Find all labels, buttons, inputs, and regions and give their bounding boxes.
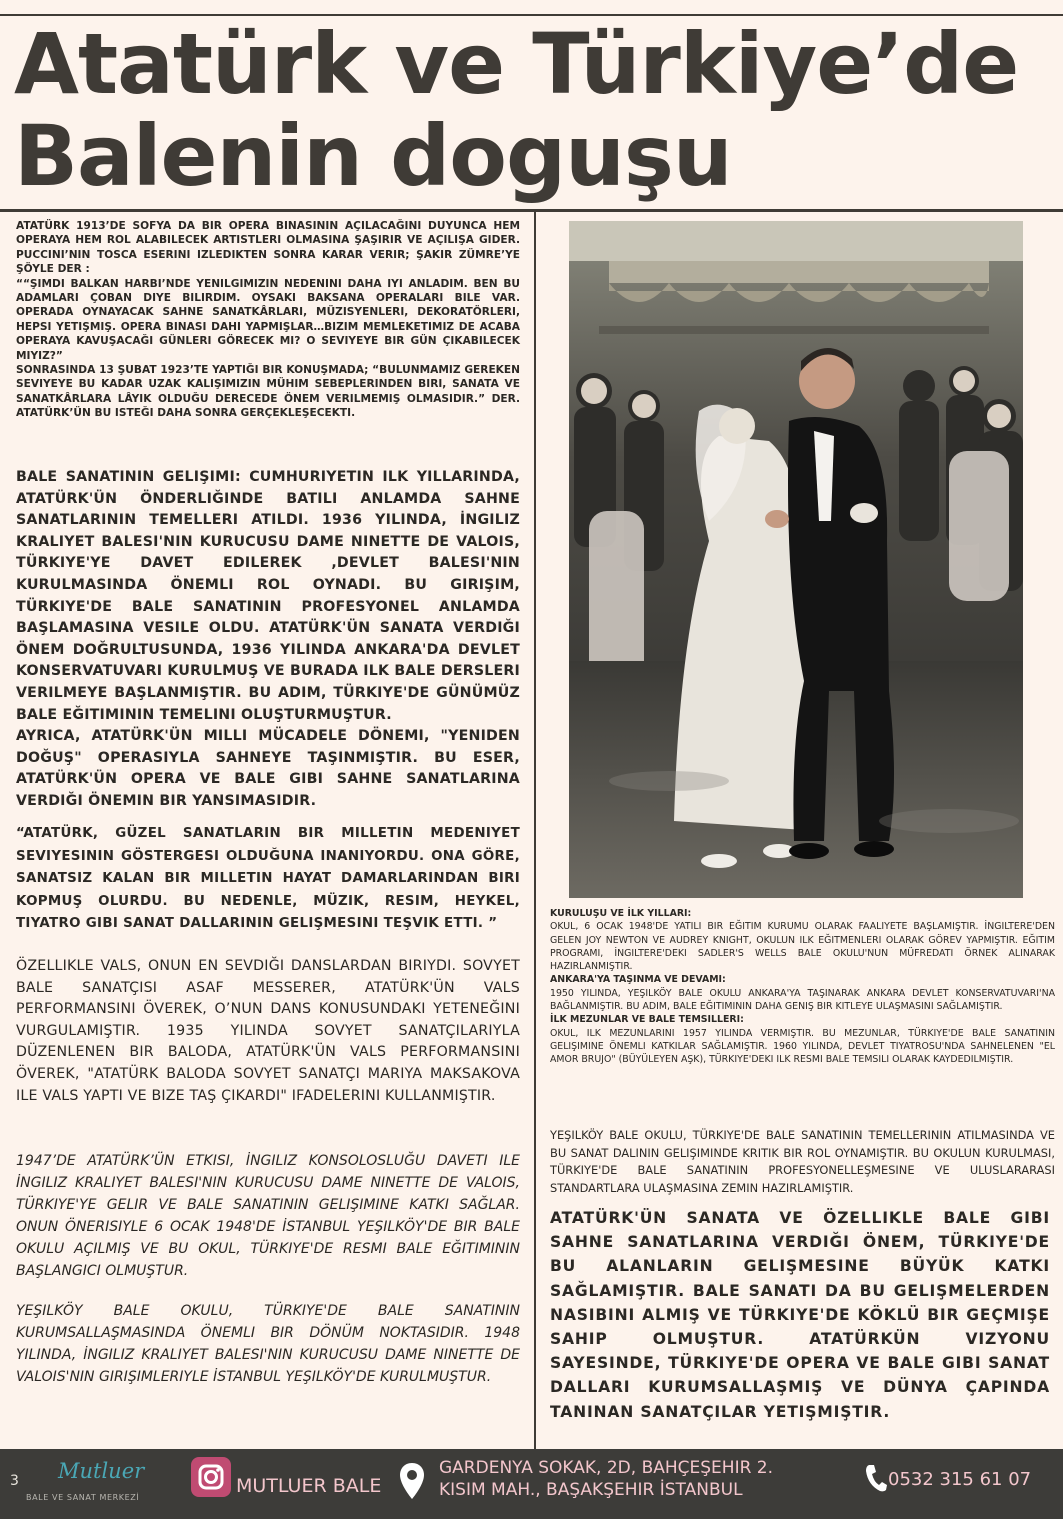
column-divider (534, 212, 536, 1449)
history-paragraph-founding: OKUL, 6 OCAK 1948'DE YATILI BIR EĞITIM KURUMU OLARAK FAALIYETE BAŞLAMIŞTIR. İNGILTERE'DEN GELEN JOY NEWTON VE AUDREY KNIGHT, OKULUN ILK EĞITMENLERI OLARAK GÖREV YAPMIŞTIR. EĞITIM PROGRAMI, İNGILTERE'DEKI SADLER'S WELLS BALE OKULU'NUN MÜFREDATI ÖRNEK ALINARAK HAZIRLANMIŞTIR. (550, 921, 1055, 973)
intro-section (16, 219, 520, 421)
bale-paragraph-1: BALE SANATININ GELIŞIMI: CUMHURIYETIN ILK YILLARINDA, ATATÜRK'ÜN ÖNDERLIĞINDE BATILI ANLAMDA SAHNE SANATLARININ TEMELLERI ATILDI. 1936 YILINDA, İNGILIZ KRALIYET BALESI'NIN KURUCUSU DAME NINETTE DE VALOIS, TÜRKIYE'YE DAVET EDILEREK ,DEVLET BALESI'NIN KURULMASINDA ÖNEMLI ROL OYNADI. BU GIRIŞIM, TÜRKIYE'DE BALE SANATININ PROFESYONEL ANLAMDA BAŞLAMASINA VESILE OLDU. ATATÜRK'ÜN SANATA VERDIĞI ÖNEM DOĞRULTUSUNDA, 1936 YILINDA ANKARA'DA DEVLET KONSERVATUVARI KURULMUŞ VE BURADA ILK BALE DERSLERI VERILMEYE BAŞLANMIŞTIR. BU ADIM, TÜRKIYE'DE GÜNÜMÜZ BALE EĞITIMININ TEMELINI OLUŞTURMUŞTUR. (16, 469, 520, 723)
phone-number[interactable]: 0532 315 61 07 (888, 1469, 1032, 1490)
history-section (550, 907, 1055, 1067)
history-heading-graduates: İLK MEZUNLAR VE BALE TEMSILLERI: (550, 1014, 744, 1026)
history-paragraph-ankara: 1950 YILINDA, YEŞILKÖY BALE OKULU ANKARA'YA TAŞINARAK ANKARA DEVLET KONSERVATUVARI'NA BAĞLANMIŞTIR. BU ADIM, BALE EĞITIMININ DAHA GENIŞ BIR KITLEYE ULAŞMASINI SAĞLAMIŞTIR. (550, 987, 1055, 1013)
footer-bar (0, 1449, 1063, 1519)
ataturk-dancing-photo (569, 221, 1023, 898)
closing-paragraph: ATATÜRK'ÜN SANATA VE ÖZELLIKLE BALE GIBI SAHNE SANATLARINA VERDIĞI ÖNEM, TÜRKIYE'DE BU ALANLARIN GELIŞMESINE BÜYÜK KATKI SAĞLAMIŞTIR. BALE SANATI DA BU GELIŞMELERDEN NASIBINI ALMIŞ VE TÜRKIYE'DE KÖKLÜ BIR GEÇMIŞE SAHIP OLMUŞTUR. ATATÜRKÜN VIZYONU SAYESINDE, TÜRKIYE'DE OPERA VE BALE GIBI SANAT DALLARI KURUMSALLAŞMIŞ VE DÜNYA ÇAPINDA TANINAN SANATÇILAR YETIŞMIŞTIR. (550, 1209, 1050, 1421)
italic-paragraph-yesilkoy: YEŞILKÖY BALE OKULU, TÜRKIYE'DE BALE SANATININ KURUMSALLAŞMASINDA ÖNEMLI BIR DÖNÜM NOKTASIDIR. 1948 YILINDA, İNGILIZ KRALIYET BALESI'NIN KURUCUSU DAME NINETTE DE VALOIS'NIN GIRIŞIMLERIYLE İSTANBUL YEŞILKÖY'DE KURULMUŞTUR. (16, 1303, 520, 1385)
logo-subtitle: BALE VE SANAT MERKEZİ (26, 1493, 140, 1502)
bale-paragraph-2: AYRICA, ATATÜRK'ÜN MILLI MÜCADELE DÖNEMI, "YENIDEN DOĞUŞ" OPERASIYLA SAHNEYE TAŞINMIŞTIR. BU ESER, ATATÜRK'ÜN OPERA VE BALE GIBI SAHNE SANATLARINA VERDIĞI ÖNEMIN BIR YANSIMASIDIR. (16, 728, 520, 809)
intro-quote: ““ŞIMDI BALKAN HARBI’NDE YENILGIMIZIN NEDENINI DAHA IYI ANLADIM. BEN BU ADAMLARI ÇOBAN DIYE BILIRDIM. OYSAKI BAKSANA OPERALARI BILE VAR. OPERADA OYNAYACAK SAHNE SANATKÂRLARI, MÜZISYENLERI, DEKORATÖRLERI, HEPSI YETIŞMIŞ. OPERA BINASI DAHI YAPMIŞLAR…BIZIM MEMLEKETIMIZ DE ACABA OPERAYA KAVUŞACAĞI GÜNLERI GÖRECEK MI? O SEVIYEYE BIR GÜN ÇIKABILECEK MIYIZ?” (16, 277, 520, 362)
intro-paragraph-1: ATATÜRK 1913’DE SOFYA DA BIR OPERA BINASININ AÇILACAĞINI DUYUNCA HEM OPERAYA HEM ROL ALABILECEK ARTISTLERI OLMASINA ŞAŞIRIR VE AÇILIŞA GIDER. PUCCINI’NIN TOSCA ESERINI IZLEDIKTEN SONRA KARAR VERIR; ŞAKIR ZÜMRE’YE ŞÖYLE DER : (16, 220, 520, 276)
brand-logo (26, 1453, 156, 1513)
history-heading-founding: KURULUŞU VE İLK YILLARI: (550, 908, 692, 919)
ataturk-quote: “ATATÜRK, GÜZEL SANATLARIN BIR MILLETIN MEDENIYET SEVIYESININ GÖSTERGESI OLDUĞUNA INANIYORDU. ONA GÖRE, SANATSIZ KALAN BIR MILLETIN HAYAT DAMARLARINDAN BIRI KOPMUŞ OLURDU. BU NEDENLE, MÜZIK, RESIM, HEYKEL, TIYATRO GIBI SANAT DALLARININ GELIŞMESINI TEŞVIK ETTI. ” (16, 826, 520, 932)
logo-name: Mutluer (58, 1459, 145, 1483)
phone-icon (864, 1463, 888, 1493)
vals-paragraph: ÖZELLIKLE VALS, ONUN EN SEVDIĞI DANSLARDAN BIRIYDI. SOVYET BALE SANATÇISI ASAF MESSERER, ATATÜRK'ÜN VALS PERFORMANSINI ÖVEREK, O’NUN DANS KONUSUNDAKI YETENEĞINI VURGULAMIŞTIR. 1935 YILINDA SOVYET SANATÇILARIYLA DÜZENLENEN BIR BALODA, ATATÜRK'ÜN VALS PERFORMANSINI ÖVEREK, "ATATÜRK BALODA SOVYET SANATÇI MARIYA MAKSAKOVA ILE VALS YAPTI VE BIZE TAŞ ÇIKARDI" IFADELERINI KULLANMIŞTIR. (16, 958, 520, 1104)
italic-paragraph-1947: 1947’DE ATATÜRK’ÜN ETKISI, İNGILIZ KONSOLOSLUĞU DAVETI ILE İNGILIZ KRALIYET BALESI'NIN KURUCUSU DAME NINETTE DE VALOIS, TÜRKIYE'YE GELIR VE BALE SANATININ GELIŞIMINE KATKI SAĞLAR. ONUN ÖNERISIYLE 6 OCAK 1948'DE İSTANBUL YEŞILKÖY'DE BIR BALE OKULU AÇILMIŞ VE BU OKUL, TÜRKIYE'DE RESMI BALE EĞITIMININ BAŞLANGICI OLMUŞTUR. (16, 1153, 520, 1279)
title-line-1: Atatürk ve Türkiye’de (14, 15, 1019, 113)
address-line-2: KISIM MAH., BAŞAKŞEHIR İSTANBUL (439, 1480, 743, 1500)
title-line-2: Balenin doguşu (14, 107, 732, 205)
summary-paragraph: YEŞILKÖY BALE OKULU, TÜRKIYE'DE BALE SANATININ TEMELLERININ ATILMASINDA VE BU SANAT DALININ GELIŞIMINDE KRITIK BIR ROL OYNAMIŞTIR. BU OKULUN KURULMASI, TÜRKIYE'DE BALE SANATININ PROFESYONELLEŞMESINE VE ULUSLARARASI STANDARTLARA ULAŞMASINA ZEMIN HAZIRLAMIŞTIR. (550, 1128, 1055, 1195)
page-title (14, 15, 1054, 205)
bale-development-section (16, 467, 520, 813)
instagram-handle[interactable]: MUTLUER BALE (236, 1475, 382, 1497)
location-pin-icon (398, 1461, 426, 1501)
instagram-icon[interactable] (191, 1457, 231, 1497)
page-number: 3 (10, 1473, 19, 1489)
title-bottom-rule (0, 209, 1063, 212)
intro-paragraph-3: SONRASINDA 13 ŞUBAT 1923’TE YAPTIĞI BIR KONUŞMADA; “BULUNMAMIZ GEREKEN SEVIYEYE BU KADAR UZAK KALIŞIMIZIN MÜHIM SEBEPLERINDEN BIRI, SANATA VE SANATKÂRLARA LÂYIK OLDUĞU DERECEDE ÖNEM VERILMEMIŞ OLMASIDIR.” DER. ATATÜRK’ÜN BU ISTEĞI DAHA SONRA GERÇEKLEŞECEKTI. (16, 364, 520, 420)
history-paragraph-graduates: OKUL, ILK MEZUNLARINI 1957 YILINDA VERMIŞTIR. BU MEZUNLAR, TÜRKIYE'DE BALE SANATININ GELIŞIMINE ÖNEMLI KATKILAR SAĞLAMIŞTIR. 1960 YILINDA, DEVLET TIYATROSU'NDA SAHNELENEN "EL AMOR BRUJO" (BÜYÜLEYEN AŞK), TÜRKIYE'DEKI ILK RESMI BALE TEMSILI OLARAK KAYDEDILMIŞTIR. (550, 1027, 1055, 1066)
history-heading-ankara: ANKARA'YA TAŞINMA VE DEVAMI: (550, 974, 726, 986)
address-line-1: GARDENYA SOKAK, 2D, BAHÇEŞEHIR 2. (439, 1458, 774, 1478)
